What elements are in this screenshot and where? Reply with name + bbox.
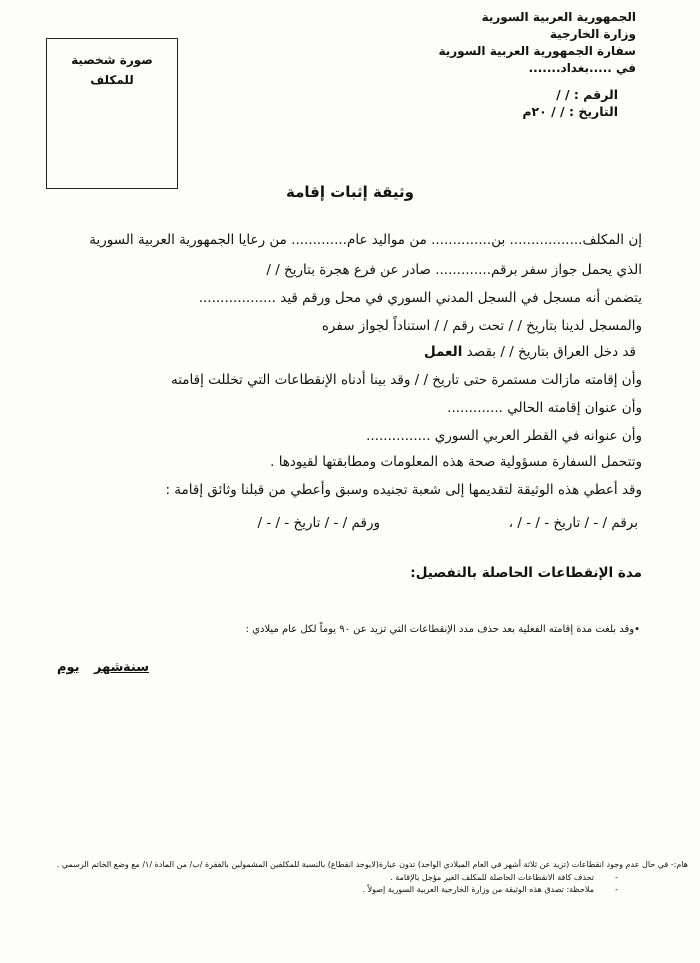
duration-month-label: شهر: [94, 660, 124, 675]
footnote-remove-interruptions: تحذف كافة الانقطاعات الحاصلة للمكلف الغير مؤجل بالإقامة .: [390, 873, 594, 882]
body-line-current-address: وأن عنوان إقامته الحالي .............: [447, 400, 642, 416]
footnote-dash-2: -: [615, 885, 618, 894]
duration-day-label: يوم: [57, 660, 80, 675]
body-line-issued-for: وقد أعطي هذه الوثيقة لتقديمها إلى شعبة تجنيده وسبق وأعطي من قبلنا وثائق إقامة :: [165, 482, 642, 498]
reference-number: الرقم : / /: [556, 87, 618, 102]
document-title: وثيقة إثبات إقامة: [286, 183, 414, 201]
body-line-entry: [424, 344, 636, 360]
previous-certificate-1: برقم / - / تاريخ - / - / ،: [508, 515, 638, 531]
footnote-important: هام:- في حال عدم وجود انقطاعات (تزيد عن ثلاثة أشهر في العام الميلادي الواحد) تدون عبارة(لايوجد انقطاع) بالنسبة للمكلفين المشمولين بالفقرة /ب/ من المادة /١/ مع وضع الخاتم الرسمي .: [56, 860, 688, 869]
body-line-residence-continuing: وأن إقامته مازالت مستمرة حتى تاريخ / / وقد بينا أدناه الإنقطاعات التي تخللت إقامته: [170, 372, 642, 388]
body-line-registration: والمسجل لدينا بتاريخ / / تحت رقم / / استناداً لجواز سفره: [321, 318, 642, 334]
header-city: في .....بغداد.......: [528, 61, 636, 75]
previous-certificate-2: ورقم / - / تاريخ - / - /: [257, 515, 380, 531]
footnote-certification-note: ملاحظة: تصدق هذه الوثيقة من وزارة الخارجية العربية السورية إصولاً .: [362, 885, 594, 894]
entry-purpose-work: العمل: [423, 344, 463, 360]
photo-label-line2: للمكلف: [90, 73, 134, 87]
photo-placeholder-box: [46, 38, 178, 189]
body-line-citizen: إن المكلف................. بن.............. من مواليد عام............. من رعايا الجمهورية العربية السورية: [89, 232, 642, 248]
duration-year-label: سنة: [123, 660, 149, 675]
body-line-civil-registry: يتضمن أنه مسجل في السجل المدني السوري في محل ورقم قيد ..................: [198, 290, 642, 306]
entry-text: قد دخل العراق بتاريخ / / بقصد: [462, 344, 636, 360]
header-embassy: سفارة الجمهورية العربية السورية: [438, 44, 636, 58]
body-line-embassy-responsibility: وتتحمل السفارة مسؤولية صحة هذه المعلومات ومطابقتها لقيودها .: [270, 454, 642, 470]
header-ministry: وزارة الخارجية: [549, 27, 636, 41]
photo-label-line1: صورة شخصية: [71, 53, 153, 67]
reference-date: التاريخ : / / ٢٠م: [522, 104, 618, 119]
actual-residence-line: •وقد بلغت مدة إقامته الفعلية بعد حذف مدد الإنقطاعات التي تزيد عن ٩٠ يوماً لكل عام ميلادي :: [245, 624, 640, 635]
body-line-syria-address: وأن عنوانه في القطر العربي السوري ...............: [366, 428, 642, 444]
footnote-dash-1: -: [615, 873, 618, 882]
body-line-passport: الذي يحمل جواز سفر برقم............. صادر عن فرع هجرة بتاريخ / /: [266, 262, 642, 278]
interruptions-title: مدة الإنقطاعات الحاصلة بالتفصيل:: [410, 565, 642, 581]
header-republic: الجمهورية العربية السورية: [481, 10, 636, 24]
